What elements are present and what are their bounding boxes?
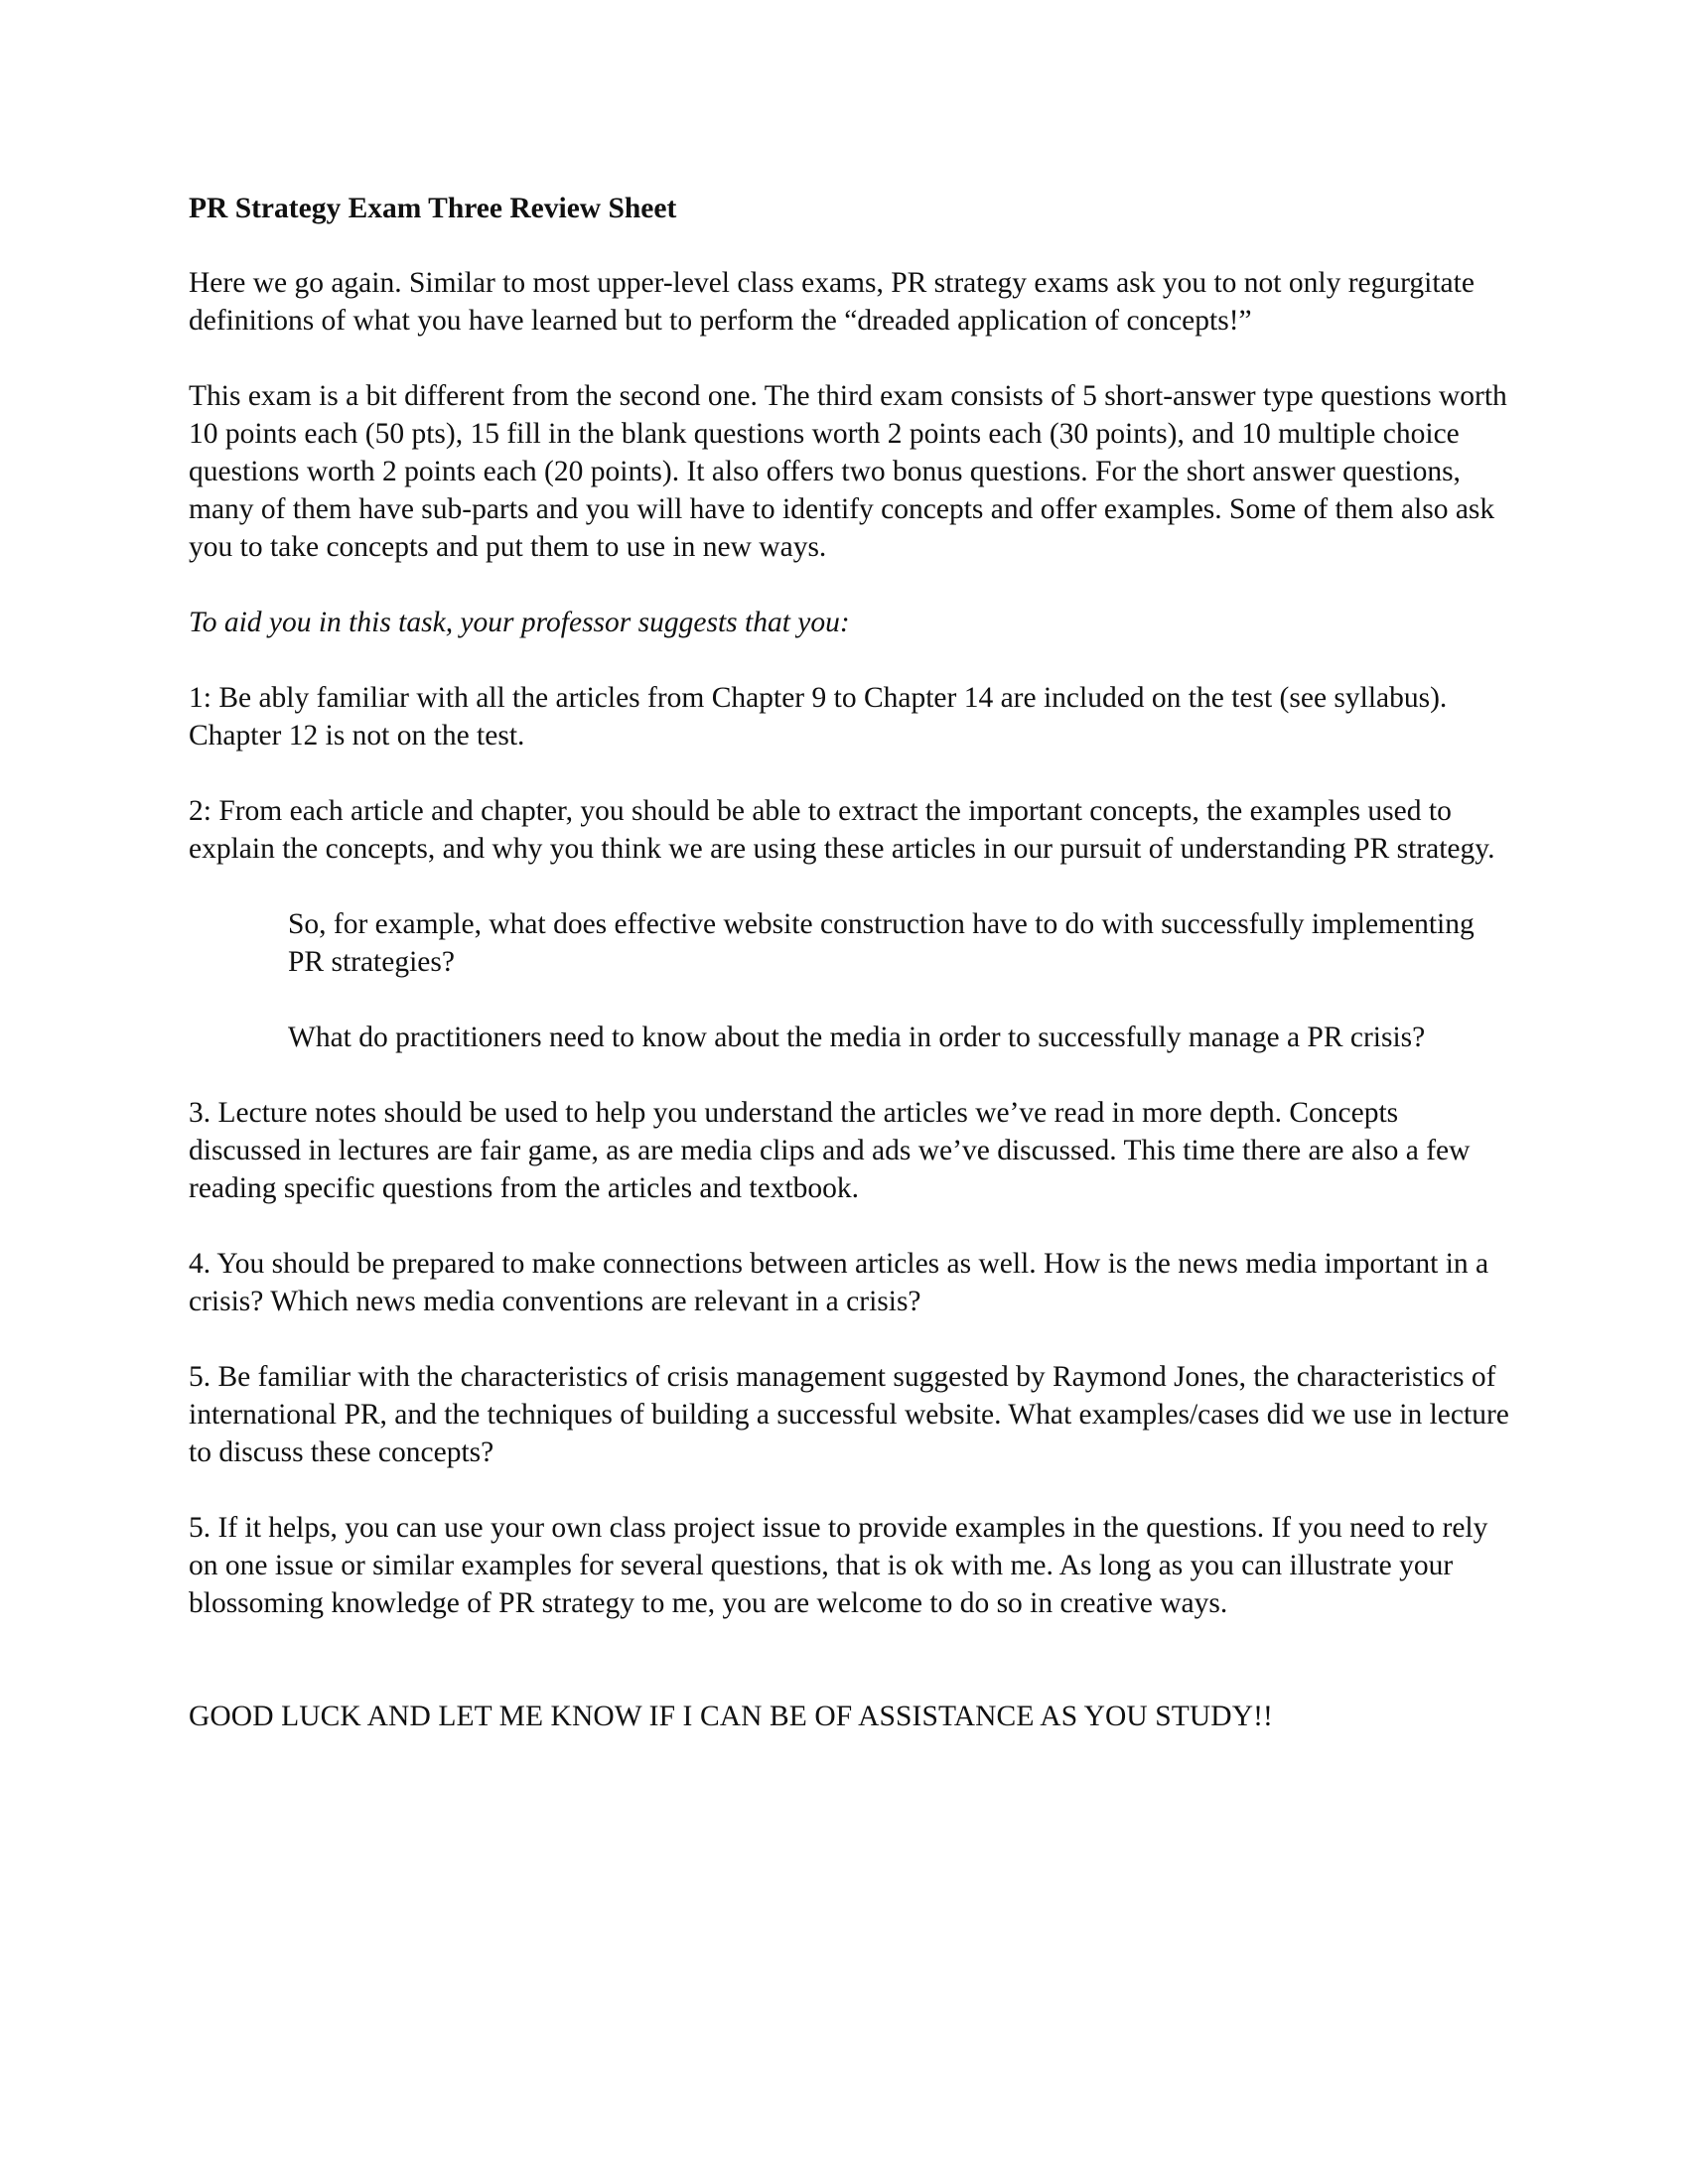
closing-message: GOOD LUCK AND LET ME KNOW IF I CAN BE OF ASSISTANCE AS YOU STUDY!!: [189, 1701, 1273, 1732]
review-item-4: 4. You should be prepared to make connections between articles as well. How is the news media important in a crisis? Which news media conventions are relevant in a crisis?: [189, 1248, 1489, 1317]
review-item-2: 2: From each article and chapter, you should be able to extract the important concepts, the examples used to explain the concepts, and why you think we are using these articles in our pursuit of understanding PR strategy.: [189, 795, 1495, 865]
example-question-crisis: What do practitioners need to know about the media in order to successfully manage a PR crisis?: [288, 1022, 1426, 1053]
document-body: [189, 190, 1509, 1773]
review-item-3: 3. Lecture notes should be used to help you understand the articles we’ve read in more depth. Concepts discussed in lectures are fair game, as are media clips and ads we’ve discussed. This time there are also a few reading specific questions from the articles and textbook.: [189, 1097, 1471, 1204]
suggestion-lead: To aid you in this task, your professor suggests that you:: [189, 607, 850, 638]
intro-paragraph: Here we go again. Similar to most upper-level class exams, PR strategy exams ask you to not only regurgitate definitions of what you have learned but to perform the “dreaded application of concepts!”: [189, 267, 1475, 337]
document-title: PR Strategy Exam Three Review Sheet: [189, 193, 677, 224]
review-item-5-characteristics: 5. Be familiar with the characteristics of crisis management suggested by Raymond Jones, the characteristics of international PR, and the techniques of building a successful website. What examples/cases did we use in lecture to discuss these concepts?: [189, 1361, 1509, 1468]
example-question-website: So, for example, what does effective website construction have to do with successfully implementing PR strategies?: [288, 908, 1475, 978]
exam-format-paragraph: This exam is a bit different from the second one. The third exam consists of 5 short-answer type questions worth 10 points each (50 pts), 15 fill in the blank questions worth 2 points each (30 points), and 10 multiple choice questions worth 2 points each (20 points). It also offers two bonus questions. For the short answer questions, many of them have sub-parts and you will have to identify concepts and offer examples. Some of them also ask you to take concepts and put them to use in new ways.: [189, 380, 1507, 563]
review-item-5-class-project: 5. If it helps, you can use your own class project issue to provide examples in the questions. If you need to rely on one issue or similar examples for several questions, that is ok with me. As long as you can illustrate your blossoming knowledge of PR strategy to me, you are welcome to do so in creative ways.: [189, 1512, 1488, 1619]
review-item-1: 1: Be ably familiar with all the articles from Chapter 9 to Chapter 14 are included on the test (see syllabus). Chapter 12 is not on the test.: [189, 682, 1448, 751]
